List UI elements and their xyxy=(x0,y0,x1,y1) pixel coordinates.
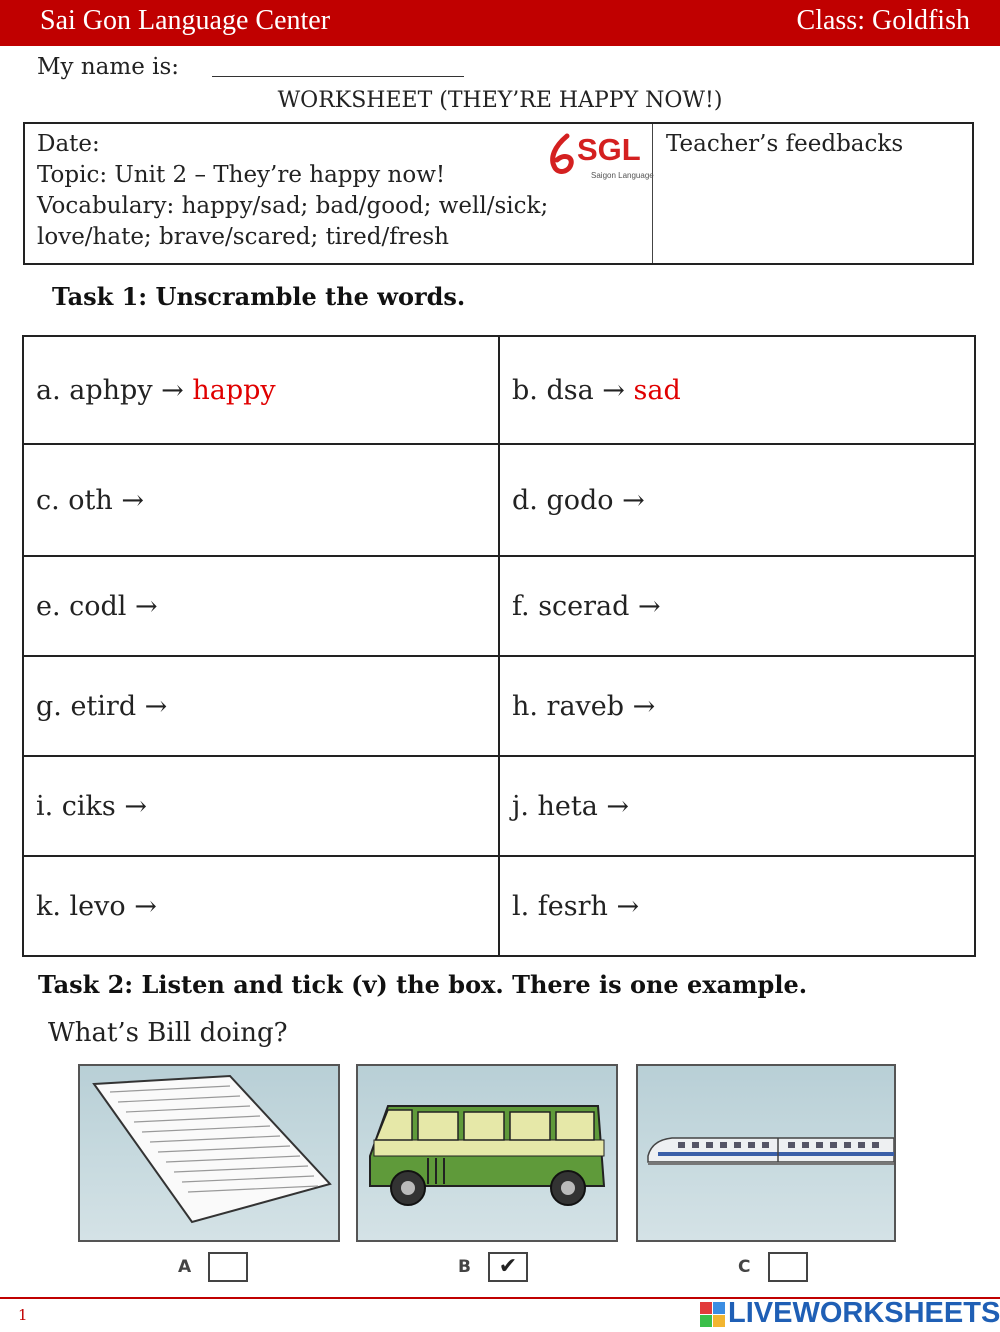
picture-c-train xyxy=(636,1064,896,1242)
bus-icon xyxy=(358,1066,616,1240)
class-name: Class: Goldfish xyxy=(796,5,970,36)
option-b-letter: B xyxy=(458,1257,471,1277)
word-cell[interactable] xyxy=(23,336,499,444)
scrambled-word: g. etird → xyxy=(36,690,168,722)
word-cell[interactable] xyxy=(23,856,499,956)
scrambled-word: c. oth → xyxy=(36,484,144,516)
task2-title: Task 2: Listen and tick (v) the box. There is one example. xyxy=(38,970,808,999)
name-input-line[interactable] xyxy=(212,76,464,77)
train-icon xyxy=(638,1066,894,1240)
option-c-letter: C xyxy=(738,1257,751,1277)
sgl-logo-subtext: Saigon Language xyxy=(591,171,654,180)
table-row xyxy=(23,856,975,956)
table-row xyxy=(23,444,975,556)
scrambled-word: b. dsa → xyxy=(512,374,625,406)
sgl-logo xyxy=(547,132,654,184)
worksheet-title: WORKSHEET (THEY’RE HAPPY NOW!) xyxy=(277,88,723,113)
scrambled-word: l. fesrh → xyxy=(512,890,640,922)
word-cell[interactable] xyxy=(499,556,975,656)
answer-text: happy xyxy=(192,374,276,406)
word-cell[interactable] xyxy=(499,336,975,444)
scrambled-word: a. aphpy → xyxy=(36,374,184,406)
word-cell[interactable] xyxy=(499,444,975,556)
liveworksheets-logo-icon xyxy=(700,1302,726,1328)
info-box xyxy=(23,122,974,265)
table-row xyxy=(23,756,975,856)
scrambled-word: e. codl → xyxy=(36,590,158,622)
liveworksheets-watermark: LIVEWORKSHEETS xyxy=(728,1297,1000,1329)
table-row xyxy=(23,556,975,656)
teacher-feedback-label: Teacher’s feedbacks xyxy=(666,131,904,157)
scrambled-word: j. heta → xyxy=(512,790,630,822)
header-bar xyxy=(0,0,1000,46)
scrambled-word: i. ciks → xyxy=(36,790,147,822)
topic-label: Topic: Unit 2 – They’re happy now! xyxy=(37,162,446,188)
answer-text: sad xyxy=(633,374,681,406)
page-number: 1 xyxy=(18,1306,28,1324)
center-name: Sai Gon Language Center xyxy=(40,5,331,36)
table-row xyxy=(23,336,975,444)
scrambled-word: d. godo → xyxy=(512,484,645,516)
task2-question: What’s Bill doing? xyxy=(48,1018,288,1048)
date-label: Date: xyxy=(37,131,100,157)
vocab-line-1: Vocabulary: happy/sad; bad/good; well/sick; xyxy=(37,193,549,219)
task1-title: Task 1: Unscramble the words. xyxy=(52,282,466,311)
option-a-checkbox[interactable] xyxy=(208,1252,248,1282)
scrambled-word: h. raveb → xyxy=(512,690,656,722)
paper-icon xyxy=(80,1066,338,1240)
word-cell[interactable] xyxy=(23,556,499,656)
word-cell[interactable] xyxy=(499,756,975,856)
scrambled-word: k. levo → xyxy=(36,890,157,922)
word-cell[interactable] xyxy=(499,856,975,956)
name-label: My name is: xyxy=(37,54,180,80)
word-cell[interactable] xyxy=(23,656,499,756)
info-divider xyxy=(652,124,653,263)
vocab-line-2: love/hate; brave/scared; tired/fresh xyxy=(37,224,449,250)
word-cell[interactable] xyxy=(23,444,499,556)
word-cell[interactable] xyxy=(23,756,499,856)
word-cell[interactable] xyxy=(499,656,975,756)
picture-b-bus xyxy=(356,1064,618,1242)
sgl-logo-text: SGL xyxy=(577,132,641,167)
unscramble-table xyxy=(22,335,976,957)
check-icon: ✔ xyxy=(498,1254,518,1279)
option-c-checkbox[interactable] xyxy=(768,1252,808,1282)
picture-a-paper xyxy=(78,1064,340,1242)
option-b-checkbox[interactable] xyxy=(488,1252,528,1282)
table-row xyxy=(23,656,975,756)
scrambled-word: f. scerad → xyxy=(512,590,661,622)
option-a-letter: A xyxy=(178,1257,192,1277)
sgl-logo-icon xyxy=(547,132,577,180)
